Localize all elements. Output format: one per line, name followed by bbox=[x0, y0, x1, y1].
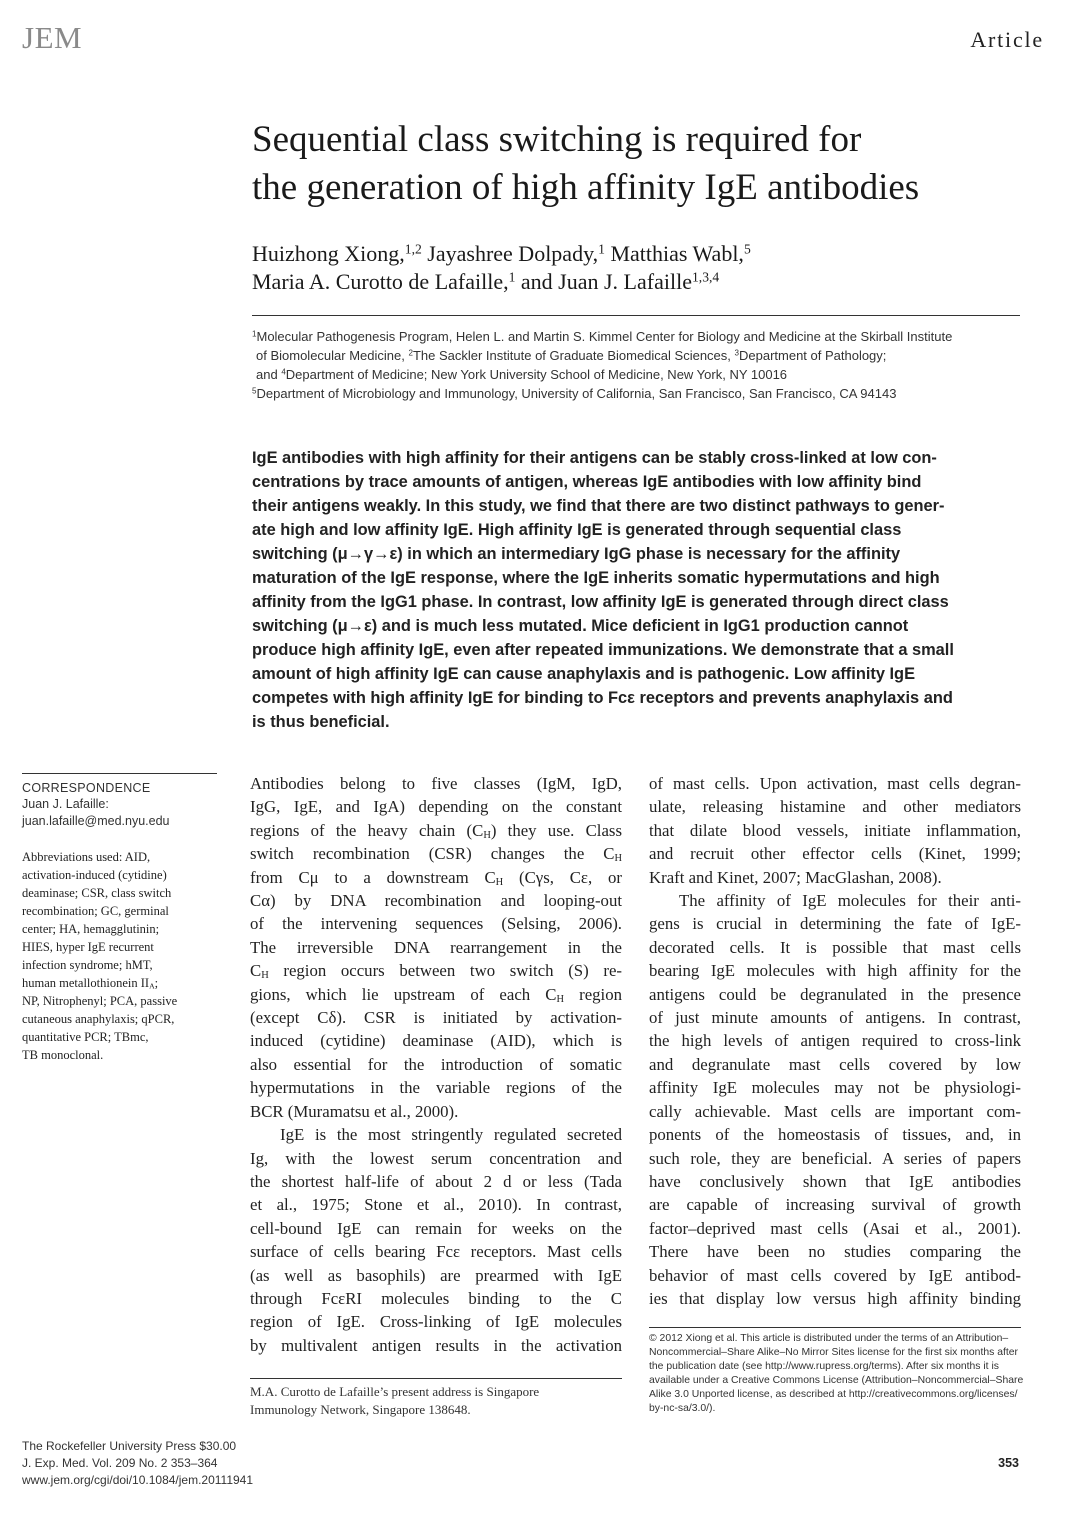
title-line: Sequential class switching is required for bbox=[252, 119, 862, 160]
body-line bbox=[250, 842, 622, 865]
body-line: Antibodies belong to five classes (IgM, IgD, bbox=[250, 774, 622, 793]
body-line: cally achievable. Mast cells are important com- bbox=[649, 1101, 1021, 1121]
body-line: ulate, releasing histamine and other mediators bbox=[649, 797, 1021, 817]
abstract-line: is thus beneficial. bbox=[252, 713, 390, 731]
author-affiliation-sup: 5 bbox=[743, 241, 751, 257]
body-text: gions, which lie upstream of each C bbox=[250, 984, 557, 1004]
affiliation-line bbox=[252, 346, 1032, 365]
footer-doi-link[interactable]: www.jem.org/cgi/doi/10.1084/jem.20111941 bbox=[22, 1473, 254, 1487]
subscript: H bbox=[483, 829, 491, 841]
author-affiliation-sup: 1,2 bbox=[404, 241, 422, 257]
body-line: surface of cells bearing Fcε receptors. Mast cells bbox=[250, 1242, 622, 1262]
abbreviation-line: deaminase; CSR, class switch bbox=[22, 886, 172, 900]
body-line: and recruit other effector cells (Kinet, 1999; bbox=[649, 844, 1021, 864]
body-line: of mast cells. Upon activation, mast cells degran- bbox=[649, 774, 1021, 793]
body-line bbox=[250, 819, 622, 842]
body-line: affinity IgE molecules may not be physiologi- bbox=[649, 1078, 1021, 1098]
body-line: antigens could be degranulated in the presence bbox=[649, 984, 1021, 1004]
author-line bbox=[252, 268, 1032, 296]
abstract-line: maturation of the IgE response, where the IgE inherits somatic hypermutations and high bbox=[252, 569, 940, 587]
correspondence-heading: CORRESPONDENCE bbox=[22, 781, 151, 795]
author-affiliation-sup: 1,3,4 bbox=[691, 269, 720, 285]
abstract-line: affinity from the IgG1 phase. In contrast, low affinity IgE is generated through direct class bbox=[252, 593, 949, 611]
footnote-line: Immunology Network, Singapore 138648. bbox=[250, 1402, 471, 1417]
body-text: region bbox=[564, 984, 622, 1004]
author-name: and Juan J. Lafaille bbox=[520, 269, 692, 294]
body-column-right bbox=[649, 772, 1021, 1310]
license-line: Alike 3.0 Unported license, as described at http://creativecommons.org/licenses/ bbox=[649, 1389, 1018, 1400]
body-line: such role, they are beneficial. A series of papers bbox=[649, 1148, 1021, 1168]
abstract-line: ate high and low affinity IgE. High affinity IgE is generated through sequential class bbox=[252, 521, 902, 539]
affiliations bbox=[252, 327, 1032, 403]
body-line: the shortest half-life of about 2 d or less (Tada bbox=[250, 1171, 622, 1191]
abstract-line: IgE antibodies with high affinity for their antigens can be stably cross-linked at low con- bbox=[252, 449, 937, 467]
affiliation-line bbox=[252, 365, 1032, 384]
body-line: gens is crucial in determining the fate of IgE- bbox=[649, 914, 1021, 934]
affiliation-line bbox=[252, 327, 1032, 346]
body-line: (except Cδ). CSR is initiated by activation- bbox=[250, 1008, 622, 1028]
body-line: ponents of the homeostasis of tissues, and, in bbox=[649, 1125, 1021, 1145]
body-line: by multivalent antigen results in the activation bbox=[250, 1335, 622, 1355]
author-name: Matthias Wabl, bbox=[610, 241, 744, 266]
license-line: by-nc-sa/3.0/). bbox=[649, 1403, 716, 1414]
affiliation-text: Molecular Pathogenesis Program, Helen L. and Martin S. Kimmel Center for Biology and Medicine at the Skirball Institute bbox=[256, 329, 953, 344]
affiliation-sup: 4 bbox=[281, 367, 286, 377]
body-line: et al., 1975; Stone et al., 2010). In contrast, bbox=[250, 1195, 622, 1215]
correspondence-email-link[interactable]: juan.lafaille@med.nyu.edu bbox=[22, 814, 170, 828]
abbreviation-line: recombination; GC, germinal bbox=[22, 904, 169, 918]
body-line: of just minute amounts of antigens. In contrast, bbox=[649, 1008, 1021, 1028]
footnote-divider bbox=[250, 1378, 622, 1379]
body-line: cell-bound IgE can remain for weeks on the bbox=[250, 1218, 622, 1238]
abbreviation-line: activation-induced (cytidine) bbox=[22, 868, 167, 882]
footer-citation bbox=[22, 1438, 253, 1489]
license-line: the publication date (see http://www.rupress.org/terms). After six months it is bbox=[649, 1361, 999, 1372]
title-line: the generation of high affinity IgE antibodies bbox=[252, 167, 920, 208]
author-name: Jayashree Dolpady, bbox=[427, 241, 599, 266]
affiliation-sup: 5 bbox=[252, 386, 257, 396]
license-divider bbox=[649, 1327, 1021, 1328]
body-line: IgG, IgE, and IgA) depending on the constant bbox=[250, 797, 622, 817]
author-affiliation-sup: 1 bbox=[508, 269, 516, 285]
body-line: region of IgE. Cross-linking of IgE molecules bbox=[250, 1312, 622, 1332]
body-line: also essential for the introduction of somatic bbox=[250, 1054, 622, 1074]
body-line: There have been no studies comparing the bbox=[649, 1242, 1021, 1262]
footnote bbox=[250, 1383, 622, 1419]
body-text: from Cμ to a downstream C bbox=[250, 867, 496, 887]
affiliation-text: Department of Pathology; bbox=[738, 348, 887, 363]
body-text: regions of the heavy chain (C bbox=[250, 820, 484, 840]
subscript: H bbox=[495, 876, 504, 888]
abbreviation-line: Abbreviations used: AID, bbox=[22, 850, 151, 864]
license-line: © 2012 Xiong et al. This article is distributed under the terms of an Attribution– bbox=[649, 1333, 1009, 1344]
affiliation-text: of Biomolecular Medicine, bbox=[256, 348, 409, 363]
body-line: behavior of mast cells covered by IgE antibod- bbox=[649, 1265, 1021, 1285]
abbreviation-line: HIES, hyper IgE recurrent bbox=[22, 940, 154, 954]
body-line: Kraft and Kinet, 2007; MacGlashan, 2008). bbox=[649, 867, 942, 887]
body-column-left bbox=[250, 772, 622, 1357]
body-line: induced (cytidine) deaminase (AID), which is bbox=[250, 1031, 622, 1051]
body-text: ) they use. Class bbox=[490, 820, 622, 840]
abbreviation-line: TB monoclonal. bbox=[22, 1048, 104, 1062]
abbreviation-text: ; bbox=[154, 976, 159, 990]
affiliation-sup: 3 bbox=[734, 348, 739, 358]
abbreviation-line bbox=[22, 974, 217, 992]
abstract-line: switching (μ→ε) and is much less mutated. Mice deficient in IgG1 production cannot bbox=[252, 617, 909, 635]
body-line: The affinity of IgE molecules for their anti- bbox=[679, 891, 1021, 911]
correspondence-name: Juan J. Lafaille: bbox=[22, 797, 109, 811]
affiliation-text: and bbox=[256, 367, 282, 382]
body-line: hypermutations in the variable regions of the bbox=[250, 1078, 622, 1098]
license-notice bbox=[649, 1332, 1024, 1416]
author-list bbox=[252, 240, 1032, 296]
body-line: The irreversible DNA rearrangement in the bbox=[250, 937, 622, 957]
footer-publisher: The Rockefeller University Press $30.00 bbox=[22, 1439, 237, 1453]
sidebar bbox=[22, 773, 217, 1064]
body-line bbox=[250, 866, 622, 889]
body-line: the high levels of antigen required to cross-link bbox=[649, 1031, 1021, 1051]
body-line: and degranulate mast cells covered by low bbox=[649, 1054, 1021, 1074]
affiliation-text: Department of Medicine; New York University School of Medicine, New York, NY 10016 bbox=[285, 367, 788, 382]
body-text: region occurs between two switch (S) re- bbox=[268, 961, 622, 981]
subscript: H bbox=[614, 853, 622, 865]
abstract-line: produce high affinity IgE, even after repeated immunizations. We demonstrate that a small bbox=[252, 641, 954, 659]
body-line: Ig, with the lowest serum concentration and bbox=[250, 1148, 622, 1168]
body-text: (Cγs, Cε, or bbox=[503, 867, 622, 887]
abbreviation-line: center; HA, hemagglutinin; bbox=[22, 922, 160, 936]
abstract-line: switching (μ→γ→ε) in which an intermediary IgG phase is necessary for the affinity bbox=[252, 545, 901, 563]
footer-journal-citation: J. Exp. Med. Vol. 209 No. 2 353–364 bbox=[22, 1456, 218, 1470]
body-line: BCR (Muramatsu et al., 2000). bbox=[250, 1101, 459, 1121]
body-line: factor–deprived mast cells (Asai et al., 2001). bbox=[649, 1218, 1021, 1238]
body-line: of the intervening sequences (Selsing, 2006). bbox=[250, 914, 622, 934]
affiliation-sup: 2 bbox=[408, 348, 413, 358]
subscript: H bbox=[261, 970, 269, 982]
article-type-label: Article bbox=[970, 27, 1044, 52]
abstract-line: amount of high affinity IgE can cause anaphylaxis and is pathogenic. Low affinity IgE bbox=[252, 665, 916, 683]
author-name: Maria A. Curotto de Lafaille, bbox=[252, 269, 509, 294]
article-title bbox=[252, 116, 1052, 212]
license-line: Noncommercial–Share Alike–No Mirror Sites license for the first six months after bbox=[649, 1347, 1018, 1358]
abbreviation-text: human metallothionein II bbox=[22, 976, 150, 990]
footnote-line: M.A. Curotto de Lafaille’s present address is Singapore bbox=[250, 1384, 540, 1399]
abbreviation-line: cutaneous anaphylaxis; qPCR, bbox=[22, 1012, 175, 1026]
page-number: 353 bbox=[998, 1456, 1019, 1470]
abbreviation-line: NP, Nitrophenyl; PCA, passive bbox=[22, 994, 178, 1008]
body-line: ies that display low versus high affinity binding bbox=[649, 1288, 1021, 1308]
affiliation-line bbox=[252, 384, 1032, 403]
affiliation-text: The Sackler Institute of Graduate Biomedical Sciences, bbox=[412, 348, 735, 363]
affiliation-text: Department of Microbiology and Immunology, University of California, San Francisco, San Francisco, CA 94143 bbox=[256, 386, 897, 401]
header-divider bbox=[252, 315, 1020, 316]
body-line: that dilate blood vessels, initiate inflammation, bbox=[649, 820, 1021, 840]
abbreviations bbox=[22, 848, 217, 1064]
author-name: Huizhong Xiong, bbox=[252, 241, 405, 266]
body-line bbox=[250, 959, 622, 982]
body-line bbox=[250, 983, 622, 1006]
sidebar-divider bbox=[22, 773, 217, 774]
author-line bbox=[252, 240, 1032, 268]
body-line: have conclusively shown that IgE antibodies bbox=[649, 1171, 1021, 1191]
license-line: available under a Creative Commons License (Attribution–Noncommercial–Share bbox=[649, 1375, 1024, 1386]
abbreviation-line: infection syndrome; hMT, bbox=[22, 958, 153, 972]
body-line: Cα) by DNA recombination and looping-out bbox=[250, 891, 622, 911]
abstract-line: competes with high affinity IgE for binding to Fcε receptors and prevents anaphylaxis and bbox=[252, 689, 953, 707]
body-line: IgE is the most stringently regulated secreted bbox=[280, 1125, 622, 1145]
subscript: H bbox=[556, 993, 564, 1005]
body-line: (as well as basophils) are prearmed with IgE bbox=[250, 1265, 622, 1285]
body-line: decorated cells. It is possible that mast cells bbox=[649, 937, 1021, 957]
author-affiliation-sup: 1 bbox=[598, 241, 605, 257]
abbreviation-sub: A bbox=[149, 981, 155, 991]
abstract bbox=[252, 446, 1020, 734]
abstract-line: their antigens weakly. In this study, we find that there are two distinct pathways to gener- bbox=[252, 497, 945, 515]
abstract-line: centrations by trace amounts of antigen, whereas IgE antibodies with low affinity bind bbox=[252, 473, 922, 491]
body-line: bearing IgE molecules with high affinity for the bbox=[649, 961, 1021, 981]
journal-logo: JEM bbox=[22, 20, 83, 55]
body-text: switch recombination (CSR) changes the C bbox=[250, 844, 615, 864]
body-line: are capable of increasing survival of growth bbox=[649, 1195, 1021, 1215]
abbreviation-line: quantitative PCR; TBmc, bbox=[22, 1030, 149, 1044]
affiliation-sup: 1 bbox=[252, 329, 257, 339]
body-text: C bbox=[250, 961, 262, 981]
body-line: through FcεRI molecules binding to the C bbox=[250, 1288, 622, 1308]
